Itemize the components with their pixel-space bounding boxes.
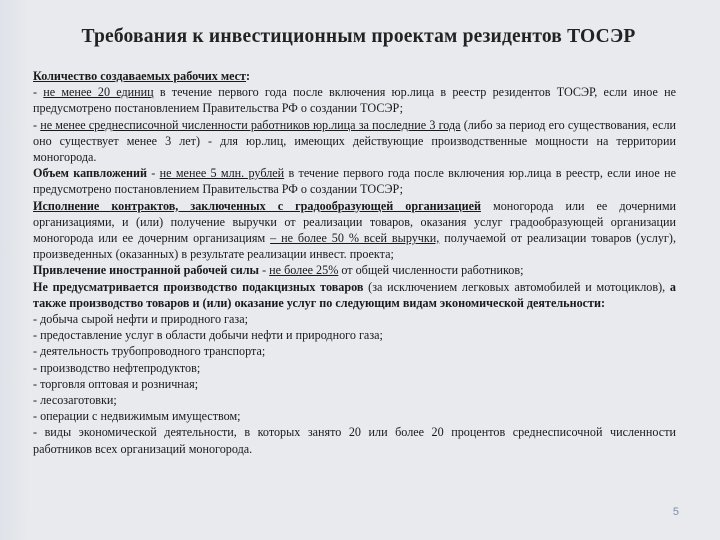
activity-item: - деятельность трубопроводного транспорта; — [33, 344, 266, 359]
workplaces-item-1 — [33, 84, 676, 116]
foreign-labor-paragraph — [33, 262, 676, 278]
contracts-paragraph — [33, 198, 676, 263]
activity-item: - производство нефтепродуктов; — [33, 360, 201, 375]
workplaces-heading: Количество создаваемых рабочих мест — [33, 69, 247, 83]
activity-item: - добыча сырой нефти и природного газа; — [33, 312, 248, 327]
foreign-labor-heading: Привлечение иностранной рабочей силы — [33, 263, 260, 278]
workplaces-item-1-quota: не менее 20 единиц — [43, 85, 154, 100]
page-number: 5 — [672, 506, 679, 518]
slide-title: Требования к инвестиционным проектам резидентов ТОСЭР — [81, 26, 636, 47]
excise-activities-heading: а также производство товаров и (или) оказание услуг по следующим видам экономической деятельности: — [33, 279, 676, 310]
workplaces-item-2 — [33, 117, 676, 166]
excise-comma: , — [662, 279, 670, 294]
workplaces-item-2-text: (либо за период его существования, если оно существует менее 3 лет) - для юр.лиц, имеющих действующие производственные мощности на территории моногорода. — [33, 117, 677, 165]
workplaces-item-2-dash: - — [33, 117, 41, 132]
activity-item: - операции с недвижимым имуществом; — [33, 409, 241, 424]
foreign-labor-text: от общей численности работников; — [338, 263, 524, 278]
foreign-labor-dash: - — [259, 263, 270, 278]
investment-text: в течение первого года после включения юр.лица в реестр, если иное не предусмотрено постановлением Правительства РФ о создании ТОСЭР; — [33, 166, 676, 197]
investment-paragraph — [33, 165, 676, 197]
workplaces-item-2-quota: не менее среднесписочной численности работников юр.лица за последние 3 года — [40, 117, 461, 132]
workplaces-heading-line — [33, 68, 676, 84]
requirements-text — [33, 68, 676, 457]
excise-exception: (за исключением легковых автомобилей и мотоциклов) — [363, 279, 663, 294]
activity-item: - торговля оптовая и розничная; — [33, 376, 199, 391]
workplaces-item-1-dash: - — [33, 85, 44, 100]
investment-dash: - — [146, 166, 160, 181]
activity-item: - лесозаготовки; — [33, 393, 117, 408]
contracts-revenue-limit: – не более 50 % всей выручки, — [270, 231, 440, 246]
workplaces-heading-colon: : — [246, 69, 251, 83]
contracts-text-2: получаемой от реализации товаров (услуг), произведенных (оказанных) в результате реализации инвест. проекта; — [33, 231, 676, 262]
workplaces-item-1-text: в течение первого года после включения юр.лица в реестр резидентов ТОСЭР, если иное не предусмотрено постановлением Правительства РФ о создании ТОСЭР; — [33, 85, 676, 116]
investment-amount: не менее 5 млн. рублей — [159, 166, 285, 181]
excise-heading: Не предусматривается производство подакцизных товаров — [33, 279, 364, 294]
contracts-text-1: моногорода или ее дочерними организациями, и (или) получение выручки от реализации товаров, оказания услуг градообразующей организации моногорода или ее дочерним организациям — [33, 198, 676, 246]
contracts-heading: Исполнение контрактов, заключенных с градообразующей организацией — [33, 198, 481, 213]
activity-item: - предоставление услуг в области добычи нефти и природного газа; — [33, 328, 383, 343]
foreign-labor-limit: не более 25% — [269, 263, 339, 278]
activity-item: - виды экономической деятельности, в которых занято 20 или более 20 процентов среднесписочной численности работников всех организаций моногорода. — [33, 425, 676, 456]
excise-paragraph — [33, 279, 676, 311]
investment-heading: Объем капвложений — [33, 166, 147, 181]
